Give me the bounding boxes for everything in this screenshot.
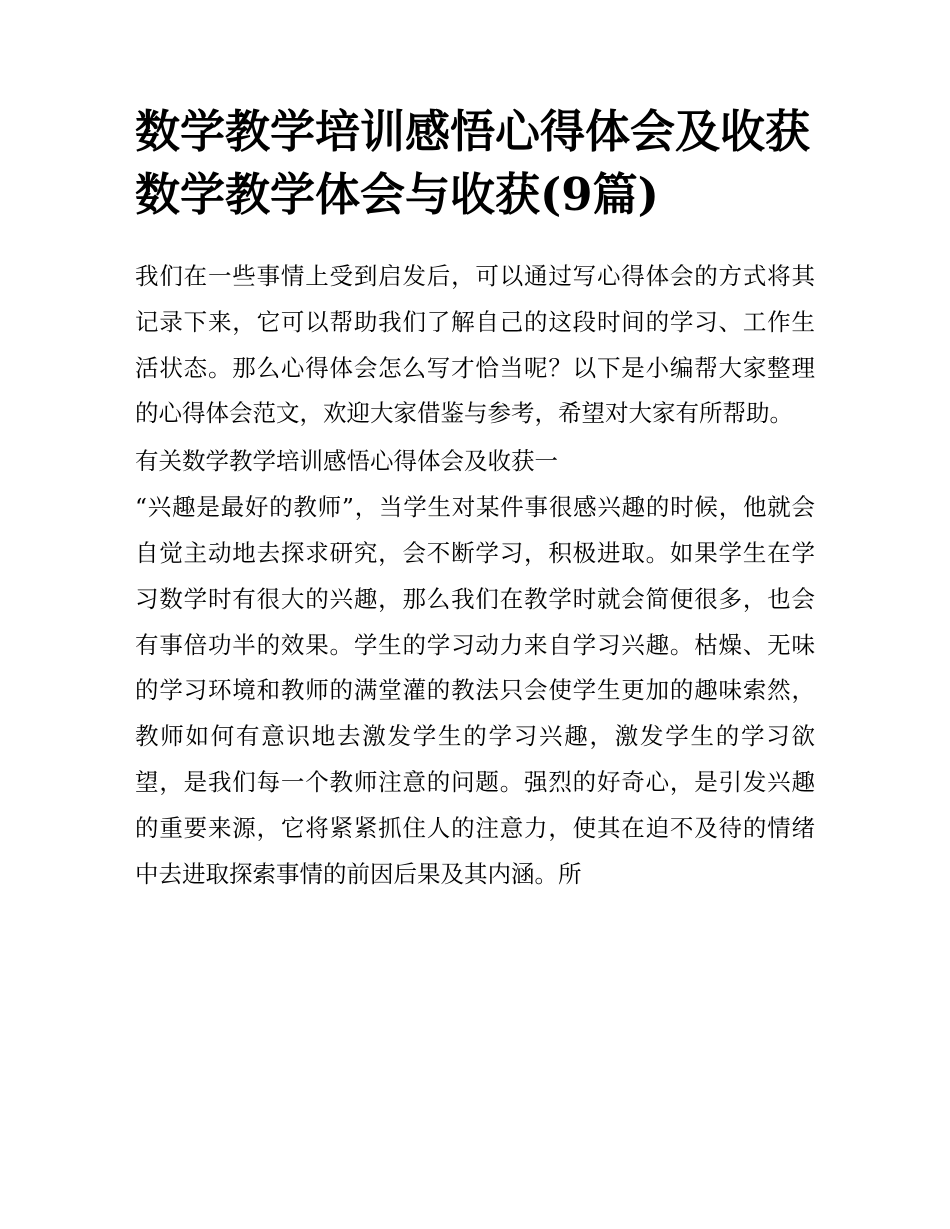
intro-paragraph: 我们在一些事情上受到启发后，可以通过写心得体会的方式将其记录下来，它可以帮助我们了解自己的这段时间的学习、工作生活状态。那么心得体会怎么写才恰当呢？以下是小编帮大家整理的心得体会范文，欢迎大家借鉴与参考，希望对大家有所帮助。 [135,262,815,428]
body-paragraph: “兴趣是最好的教师”，当学生对某件事很感兴趣的时候，他就会自觉主动地去探求研究，会不断学习，积极进取。如果学生在学习数学时有很大的兴趣，那么我们在教学时就会简便很多，也会有事倍功半的效果。学生的学习动力来自学习兴趣。枯燥、无味的学习环境和教师的满堂灌的教法只会使学生更加的趣味索然，教师如何有意识地去激发学生的学习兴趣，激发学生的学习欲望，是我们每一个教师注意的问题。强烈的好奇心，是引发兴趣的重要来源，它将紧紧抓住人的注意力，使其在迫不及待的情绪中去进取探索事情的前因后果及其内涵。所 [135,493,815,888]
page-title: 数学教学培训感悟心得体会及收获 数学教学体会与收获(9篇) [135,105,811,221]
section-heading-paragraph: 有关数学教学培训感悟心得体会及收获一 [135,447,558,476]
